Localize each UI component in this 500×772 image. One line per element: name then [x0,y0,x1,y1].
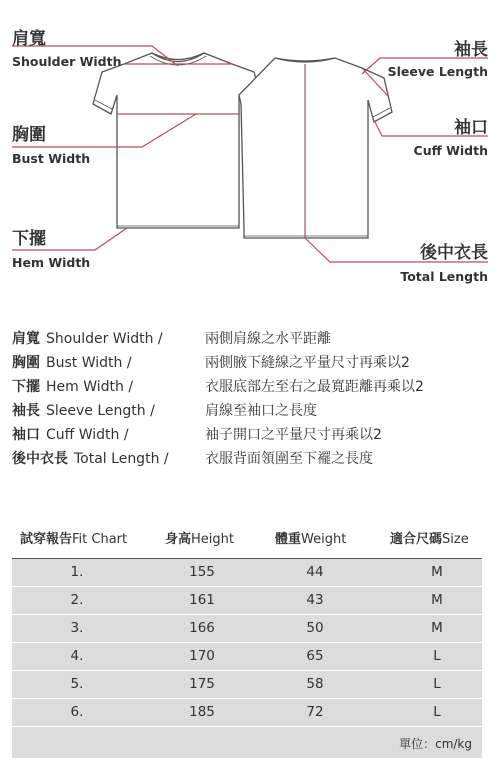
header-height: 身高Height [165,532,234,547]
bust-label-en: Bust Width [12,151,91,166]
header-fit-chart: 試穿報告Fit Chart [20,532,128,547]
definition-row [12,375,424,399]
table-cell-number: 2. [70,592,84,608]
definition-row [12,423,382,447]
table-cell-number: 5. [70,676,84,692]
definition-term-en: Sleeve Length / [46,403,155,419]
table-cell-height: 175 [189,676,215,692]
tshirt-back-drawing [239,58,392,238]
sleeve-label-zh: 袖長 [454,40,488,60]
cuff-label-zh: 袖口 [454,118,488,138]
definition-term: 袖長 [12,403,40,419]
table-cell-number: 1. [70,564,84,580]
table-cell-weight: 50 [306,620,324,636]
table-cell-size: M [431,592,443,608]
header-size: 適合尺碼Size [390,532,469,547]
definition-row [12,399,317,423]
total-label-zh: 後中衣長 [420,243,488,263]
definition-term: 袖口 [12,427,40,443]
definition-term-en: Bust Width / [46,355,132,371]
header-weight: 體重Weight [275,532,347,547]
definition-row [12,447,373,471]
table-cell-size: M [431,620,443,636]
definition-text: 兩側腋下縫線之平量尺寸再乘以2 [205,355,410,371]
definition-term-en: Cuff Width / [46,427,129,443]
table-cell-number: 3. [70,620,84,636]
definition-term: 肩寬 [12,331,40,347]
table-cell-number: 4. [70,648,84,664]
shoulder-label-en: Shoulder Width [12,54,122,69]
definition-text: 兩側肩線之水平距離 [205,331,331,347]
hem-label-en: Hem Width [12,255,91,270]
definition-term: 後中衣長 [12,451,68,467]
table-cell-size: M [431,564,443,580]
definition-text: 衣服底部左至右之最寬距離再乘以2 [205,379,424,395]
hem-label-zh: 下擺 [12,229,46,249]
table-cell-size: L [433,676,441,692]
definition-row [12,351,410,375]
cuff-label-en: Cuff Width [413,143,488,158]
table-cell-number: 6. [70,704,84,720]
row-divider [12,726,482,727]
definition-text: 袖子開口之平量尺寸再乘以2 [205,427,382,443]
bust-label-zh: 胸圍 [12,125,46,145]
tshirt-front-drawing [93,53,263,228]
fit-chart-table [12,522,482,758]
definition-term-en: Total Length / [74,451,169,467]
table-cell-weight: 58 [306,676,324,692]
table-cell-weight: 44 [306,564,324,580]
table-cell-height: 161 [189,592,215,608]
table-cell-size: L [433,704,441,720]
definition-row [12,327,331,351]
shoulder-label-zh: 肩寬 [12,29,46,49]
definition-text: 衣服背面領圍至下襬之長度 [205,451,373,467]
table-cell-height: 155 [189,564,215,580]
sleeve-label-en: Sleeve Length [387,64,488,79]
definition-text: 肩線至袖口之長度 [205,403,317,419]
table-cell-height: 166 [189,620,215,636]
table-cell-weight: 72 [306,704,324,720]
fit-chart-header [12,522,482,559]
definition-term-en: Hem Width / [46,379,134,395]
table-cell-height: 170 [189,648,215,664]
unit-note: 單位：cm/kg [399,737,472,751]
table-cell-weight: 65 [306,648,324,664]
table-cell-height: 185 [189,704,215,720]
table-cell-size: L [433,648,441,664]
total-label-en: Total Length [400,269,488,284]
definition-term: 下擺 [12,379,40,395]
table-cell-weight: 43 [306,592,324,608]
definition-term-en: Shoulder Width / [46,331,163,347]
definition-term: 胸圍 [12,355,40,371]
